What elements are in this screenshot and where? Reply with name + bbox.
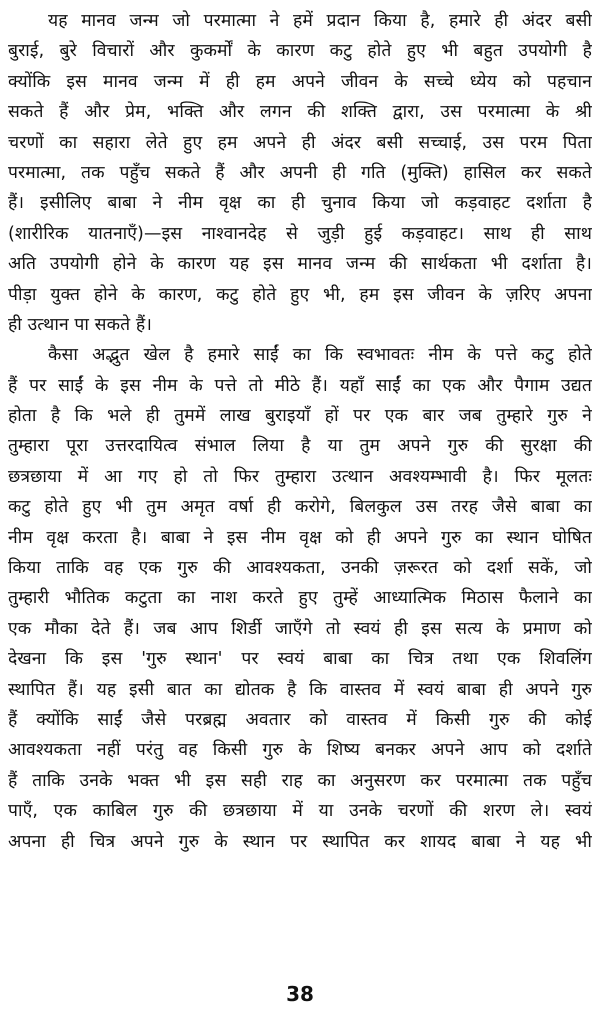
text-line: हैं क्योंकि साईं जैसे परब्रह्म अवतार को वास्तव में किसी गुरु की कोई: [8, 709, 592, 730]
text-line: सकते हैं और प्रेम, भक्ति और लगन की शक्ति द्वारा, उस परमात्मा के श्री: [8, 102, 592, 123]
text-line: स्थापित हैं। यह इसी बात का द्योतक है कि वास्तव में स्वयं बाबा ही अपने गुरु: [8, 679, 592, 700]
text-line: पाएँ, एक काबिल गुरु की छत्रछाया में या उनके चरणों की शरण ले। स्वयं: [8, 801, 592, 822]
text-line: तुम्हारा पूरा उत्तरदायित्व संभाल लिया है या तुम अपने गुरु की सुरक्षा की: [8, 436, 592, 457]
text-line: देखना कि इस 'गुरु स्थान' पर स्वयं बाबा का चित्र तथा एक शिवलिंग: [8, 649, 592, 670]
text-line: परमात्मा, तक पहुँच सकते हैं और अपनी ही गति (मुक्ति) हासिल कर सकते: [8, 162, 592, 183]
text-line: (शारीरिक यातनाएँ)—इस नाश्वानदेह से जुड़ी हुई कड़वाहट। साथ ही साथ: [8, 223, 592, 244]
text-line: आवश्यकता नहीं परंतु वह किसी गुरु के शिष्य बनकर अपने आप को दर्शाते: [8, 740, 592, 761]
paragraph-1: [8, 6, 592, 340]
text-line: हैं। इसीलिए बाबा ने नीम वृक्ष का ही चुनाव किया जो कड़वाहट दर्शाता है: [8, 193, 592, 214]
text-line: हैं ताकि उनके भक्त भी इस सही राह का अनुसरण कर परमात्मा तक पहुँच: [8, 770, 592, 791]
text-line: कैसा अद्भुत खेल है हमारे साईं का कि स्वभावतः नीम के पत्ते कटु होते: [48, 345, 592, 366]
text-line: यह मानव जन्म जो परमात्मा ने हमें प्रदान किया है, हमारे ही अंदर बसी: [48, 11, 592, 31]
text-line: चरणों का सहारा लेते हुए हम अपने ही अंदर बसी सच्चाई, उस परम पिता: [8, 132, 592, 153]
text-line: होता है कि भले ही तुममें लाख बुराइयाँ हों पर एक बार जब तुम्हारे गुरु ने: [8, 406, 592, 427]
text-line: एक मौका देते हैं। जब आप शिर्डी जाएँगे तो स्वयं ही इस सत्य के प्रमाण को: [8, 618, 592, 639]
page-number: 38: [286, 982, 314, 1006]
text-line: अपना ही चित्र अपने गुरु के स्थान पर स्थापित कर शायद बाबा ने यह भी: [8, 831, 592, 852]
paragraph-2: [8, 340, 592, 857]
text-line: नीम वृक्ष करता है। बाबा ने इस नीम वृक्ष को ही अपने गुरु का स्थान घोषित: [8, 527, 592, 548]
text-line: किया ताकि वह एक गुरु की आवश्यकता, उनकी ज़रूरत को दर्शा सकें, जो: [8, 558, 592, 579]
text-line: पीड़ा युक्त होने के कारण, कटु होते हुए भी, हम इस जीवन के ज़रिए अपना: [8, 284, 592, 305]
text-line: छत्रछाया में आ गए हो तो फिर तुम्हारा उत्थान अवश्यम्भावी है। फिर मूलतः: [8, 466, 592, 487]
text-line: कटु होते हुए भी तुम अमृत वर्षा ही करोगे, बिलकुल उस तरह जैसे बाबा का: [8, 497, 592, 518]
text-line: क्योंकि इस मानव जन्म में ही हम अपने जीवन के सच्चे ध्येय को पहचान: [8, 71, 592, 92]
text-line: तुम्हारी भौतिक कटुता का नाश करते हुए तुम्हें आध्यात्मिक मिठास फैलाने का: [8, 588, 592, 609]
text-line: ही उत्थान पा सकते हैं।: [8, 314, 152, 335]
text-line: अति उपयोगी होने के कारण यह इस मानव जन्म की सार्थकता भी दर्शाता है।: [8, 254, 592, 275]
text-line: बुराई, बुरे विचारों और कुकर्मों के कारण कटु होते हुए भी बहुत उपयोगी है: [8, 41, 592, 62]
text-line: हैं पर साईं के इस नीम के पत्ते तो मीठे हैं। यहाँ साईं का एक और पैगाम उद्यत: [8, 375, 592, 396]
